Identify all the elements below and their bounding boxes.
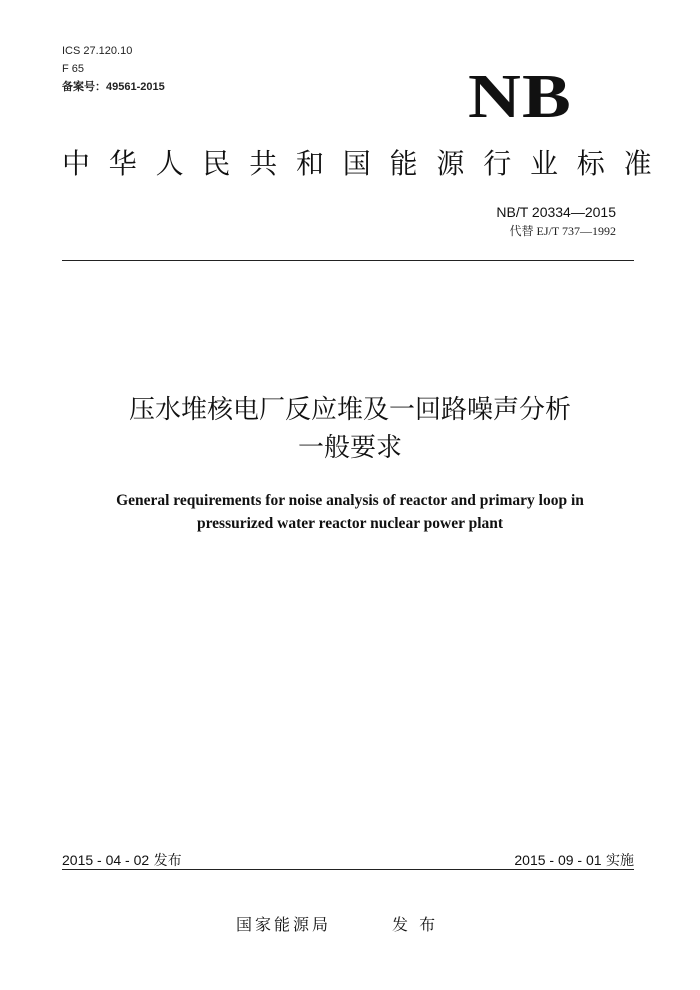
implement-date-label: 实施 [606,853,634,869]
issue-label: 发 布 [392,915,439,934]
classification-code: F 65 [62,63,85,75]
implement-date-value: 2015 - 09 - 01 [514,852,602,868]
replaces-standard: 代替 EJ/T 737—1992 [509,224,616,238]
ics-code: ICS 27.120.10 [62,45,133,57]
chinese-title-line-2: 一般要求 [297,433,402,463]
standard-category-title: 中华人民共和国能源行业标准 [62,147,671,180]
english-title-line-1: General requirements for noise analysis of reactor and primary loop in [116,492,584,509]
nb-logo: NB [468,63,573,131]
record-number: 备案号：49561-2015 [62,81,165,93]
issuing-authority: 国家能源局 [236,915,332,934]
chinese-title-line-1: 压水堆核电厂反应堆及一回路噪声分析 [128,395,571,425]
implement-date [514,851,634,870]
top-divider [62,260,634,261]
standard-number: NB/T 20334—2015 [496,204,616,220]
publish-date-label: 发布 [153,853,182,869]
publish-date [62,851,182,870]
english-title-line-2: pressurized water reactor nuclear power plant [196,515,504,532]
publish-date-value: 2015 - 04 - 02 [62,852,150,868]
bottom-divider [62,869,634,870]
